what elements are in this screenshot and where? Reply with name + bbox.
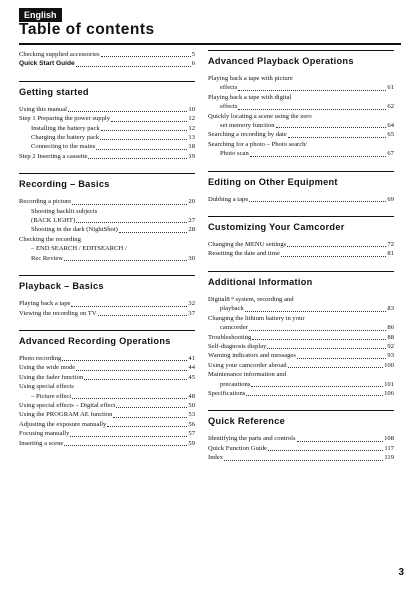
toc-entry[interactable] [19, 429, 195, 438]
leader-dots [267, 348, 386, 349]
leader-dots [224, 460, 383, 461]
toc-entry-label: Using the fader function [19, 373, 84, 381]
leader-dots [116, 407, 187, 408]
section-heading: Editing on Other Equipment [208, 171, 394, 188]
toc-entry-label: Using your camcorder abroad [208, 361, 287, 369]
toc-entry[interactable] [208, 389, 394, 398]
leader-dots [249, 330, 387, 331]
leader-dots [64, 260, 187, 261]
toc-entry[interactable] [208, 112, 394, 131]
toc-entry-page: 88 [387, 333, 394, 341]
toc-entry-text: Shooting backlit subjects [31, 207, 98, 215]
leader-dots [249, 201, 386, 202]
toc-entry-label: Photo recording [19, 354, 62, 362]
section-heading: Advanced Recording Operations [19, 330, 195, 347]
toc-entry[interactable] [19, 114, 195, 123]
toc-entry-label: precautions [220, 380, 251, 388]
toc-entry[interactable] [208, 140, 394, 159]
leader-dots [84, 379, 187, 380]
toc-entry-label: Self-diagnosis display [208, 342, 267, 350]
leader-dots [288, 367, 384, 368]
toc-entry-label: Using this manual [19, 105, 67, 113]
leader-dots [72, 398, 187, 399]
toc-entry-page: 5 [191, 51, 195, 58]
section-heading: Playback – Basics [19, 275, 195, 292]
leader-dots [238, 109, 386, 110]
toc-entry-text: Maintenance information and [208, 371, 286, 379]
toc-entry[interactable] [208, 453, 394, 462]
leader-dots [76, 222, 187, 223]
section-heading: Getting started [19, 81, 195, 98]
leader-dots [96, 149, 187, 150]
toc-entry[interactable] [19, 235, 195, 263]
toc-entry-page: 12 [188, 115, 195, 123]
toc-entry-page: 119 [384, 454, 394, 462]
toc-entry-label: effects [220, 84, 238, 92]
toc-entry[interactable] [19, 105, 195, 114]
toc-entry[interactable] [208, 93, 394, 112]
toc-entry[interactable] [19, 124, 195, 133]
toc-entry-text: Digital8 ᴮ system, recording and [208, 295, 294, 303]
toc-entry-label: effects [220, 103, 238, 111]
toc-section [19, 173, 195, 263]
toc-entry-page: 62 [387, 103, 394, 111]
leader-dots [287, 246, 386, 247]
toc-entry[interactable] [208, 249, 394, 258]
toc-entry-page: 61 [387, 84, 394, 92]
toc-entry-page: 13 [188, 134, 195, 142]
leader-dots [252, 339, 386, 340]
toc-entry[interactable] [19, 152, 195, 161]
leader-dots [297, 441, 384, 442]
leader-dots [111, 121, 187, 122]
section-heading: Customizing Your Camcorder [208, 216, 394, 233]
toc-entry[interactable] [19, 363, 195, 372]
toc-entry-text: Checking the recording [19, 235, 81, 243]
toc-entry[interactable] [208, 370, 394, 389]
toc-entry-label: Quick Start Guide [19, 60, 75, 68]
toc-entry[interactable] [208, 361, 394, 370]
toc-entry-label: Using the wide mode [19, 364, 76, 372]
toc-entry[interactable] [208, 444, 394, 453]
toc-entry-page: 67 [387, 150, 394, 158]
toc-entry-page: 48 [188, 392, 195, 400]
toc-entry-page: 6 [191, 60, 195, 68]
toc-entry-label: Step 1 Preparing the power supply [19, 115, 111, 123]
toc-section [208, 216, 394, 259]
leader-dots [98, 315, 188, 316]
toc-entry[interactable] [19, 299, 195, 308]
leader-dots [238, 90, 386, 91]
leader-dots [64, 445, 187, 446]
toc-entry[interactable] [19, 309, 195, 318]
toc-entry[interactable] [208, 130, 394, 139]
toc-entry-label: Checking supplied accessories [19, 51, 100, 58]
toc-entry-page: 65 [387, 131, 394, 139]
toc-entry-label: Focusing manually [19, 430, 70, 438]
toc-entry-page: 59 [188, 439, 195, 447]
toc-entry[interactable] [19, 207, 195, 226]
toc-entry[interactable] [208, 240, 394, 249]
toc-entry-text: Playing back a tape with picture [208, 75, 293, 82]
page-number: 3 [398, 567, 404, 578]
toc-entry-page: 86 [387, 324, 394, 332]
toc-entry-page: 100 [384, 361, 394, 369]
toc-section [19, 275, 195, 318]
title-rule [19, 43, 401, 45]
toc-entry-label: set memory function [220, 122, 275, 130]
toc-entry-label: Using special effects – Digital effect [19, 401, 116, 409]
toc-entry-label: playback [220, 305, 244, 313]
toc-entry-label: Playing back a tape [19, 300, 71, 308]
leader-dots [88, 158, 187, 159]
toc-entry[interactable] [19, 142, 195, 151]
toc-entry-text: Using special effects [19, 383, 74, 391]
section-heading: Recording – Basics [19, 173, 195, 190]
toc-entry-label: Troubleshooting [208, 333, 252, 341]
toc-entry-page: 108 [384, 435, 394, 443]
toc-entry-page: 50 [188, 401, 195, 409]
leader-dots [70, 436, 187, 437]
toc-entry-text: Playing back a tape with digital [208, 93, 292, 101]
leader-dots [76, 66, 191, 67]
toc-section [208, 410, 394, 462]
toc-entry[interactable] [19, 59, 195, 68]
section-heading: Additional Information [208, 271, 394, 288]
leader-dots [71, 306, 187, 307]
toc-entry-page: 18 [188, 143, 195, 151]
toc-section [208, 171, 394, 204]
toc-entry[interactable] [19, 410, 195, 419]
toc-entry-label: Inserting a scene [19, 439, 64, 447]
toc-entry[interactable] [208, 314, 394, 333]
leader-dots [276, 127, 387, 128]
toc-section [208, 50, 394, 159]
toc-entry[interactable] [19, 401, 195, 410]
toc-entry-label: Identifying the parts and controls [208, 435, 296, 443]
toc-entry[interactable] [208, 195, 394, 204]
toc-entry-page: 20 [188, 198, 195, 206]
toc-top-entries [19, 50, 195, 69]
leader-dots [119, 232, 188, 233]
toc-entry-page: 56 [188, 420, 195, 428]
leader-dots [68, 111, 187, 112]
leader-dots [100, 139, 187, 140]
toc-entry-page: 57 [188, 430, 195, 438]
toc-entry-page: 101 [384, 380, 394, 388]
leader-dots [72, 204, 187, 205]
toc-entry-label: Photo scan [220, 150, 249, 158]
toc-entry-label: Warning indicators and messages [208, 352, 296, 360]
toc-entry-label: Charging the battery pack [31, 134, 100, 142]
toc-entry[interactable] [208, 351, 394, 360]
toc-entry-page: 69 [387, 195, 394, 203]
toc-entry-label: Using the PROGRAM AE function [19, 411, 113, 419]
toc-entry[interactable] [19, 50, 195, 59]
toc-column-left [19, 50, 195, 448]
toc-entry-page: 27 [188, 217, 195, 225]
toc-entry-text: Searching for a photo – Photo search/ [208, 140, 308, 148]
leader-dots [76, 370, 187, 371]
toc-entry-page: 83 [387, 305, 394, 313]
toc-entry[interactable] [208, 333, 394, 342]
toc-entry[interactable] [208, 74, 394, 93]
toc-entry-page: 53 [188, 411, 195, 419]
toc-entry[interactable] [19, 133, 195, 142]
leader-dots [297, 358, 386, 359]
toc-entry-page: 28 [188, 226, 195, 234]
toc-entry-text: Quickly locating a scene using the zero [208, 112, 312, 120]
leader-dots [246, 395, 383, 396]
toc-entry-label: Shooting in the dark (NightShot) [31, 226, 118, 234]
leader-dots [107, 426, 187, 427]
toc-entry-label: Step 2 Inserting a cassette [19, 152, 88, 160]
leader-dots [62, 360, 187, 361]
toc-entry-page: 117 [384, 444, 394, 452]
toc-entry[interactable] [208, 434, 394, 443]
leader-dots [268, 450, 383, 451]
toc-entry-label: Dubbing a tape [208, 195, 249, 203]
toc-entry[interactable] [19, 373, 195, 382]
toc-entry-label: – Picture effect [31, 392, 72, 400]
toc-entry-text: – END SEARCH / EDITSEARCH / [31, 245, 127, 253]
leader-dots [281, 256, 387, 257]
toc-entry[interactable] [19, 382, 195, 401]
toc-section [19, 330, 195, 448]
toc-entry-page: 19 [188, 152, 195, 160]
page-title: Table of contents [19, 21, 155, 38]
leader-dots [251, 386, 383, 387]
toc-column-right [208, 50, 394, 463]
toc-entry-label: Changing the MENU settings [208, 241, 287, 249]
toc-entry-page: 45 [188, 373, 195, 381]
toc-entry-label: Specifications [208, 389, 246, 397]
toc-entry-label: camcorder [220, 324, 248, 332]
leader-dots [250, 156, 387, 157]
toc-entry[interactable] [19, 354, 195, 363]
toc-entry-label: (BACK LIGHT) [31, 217, 76, 225]
leader-dots [101, 130, 188, 131]
toc-entry[interactable] [19, 439, 195, 448]
toc-entry-page: 41 [188, 354, 195, 362]
toc-entry-page: 64 [387, 122, 394, 130]
leader-dots [288, 137, 387, 138]
leader-dots [113, 417, 187, 418]
toc-entry-page: 12 [188, 124, 195, 132]
toc-section [19, 81, 195, 161]
toc-entry-page: 44 [188, 364, 195, 372]
toc-entry-page: 72 [387, 241, 394, 249]
toc-entry[interactable] [19, 225, 195, 234]
toc-entry-page: 37 [188, 309, 195, 317]
toc-entry[interactable] [19, 420, 195, 429]
toc-entry-page: 10 [188, 105, 195, 113]
toc-entry[interactable] [208, 295, 394, 314]
leader-dots [101, 56, 191, 57]
leader-dots [245, 311, 387, 312]
toc-entry[interactable] [208, 342, 394, 351]
toc-section [208, 271, 394, 398]
toc-entry-page: 81 [387, 250, 394, 258]
section-heading: Advanced Playback Operations [208, 50, 394, 67]
toc-entry-text: Changing the lithium battery in your [208, 314, 305, 322]
toc-entry-label: Adjusting the exposure manually [19, 420, 107, 428]
section-heading: Quick Reference [208, 410, 394, 427]
toc-entry-label: Viewing the recording on TV [19, 309, 97, 317]
toc-entry-label: Index [208, 454, 224, 462]
toc-entry-page: 106 [384, 389, 394, 397]
toc-entry-page: 92 [387, 342, 394, 350]
toc-entry-page: 32 [188, 300, 195, 308]
toc-entry-page: 93 [387, 352, 394, 360]
toc-entry-label: Connecting to the mains [31, 143, 96, 151]
toc-entry-label: Rec Review [31, 254, 64, 262]
toc-entry-label: Searching a recording by date [208, 131, 287, 139]
language-badge: English [19, 8, 62, 22]
toc-entry-label: Quick Function Guide [208, 444, 267, 452]
toc-entry[interactable] [19, 197, 195, 206]
toc-entry-label: Recording a picture [19, 198, 71, 206]
toc-entry-page: 30 [188, 254, 195, 262]
toc-entry-label: Resetting the date and time [208, 250, 280, 258]
toc-entry-label: Installing the battery pack [31, 124, 100, 132]
